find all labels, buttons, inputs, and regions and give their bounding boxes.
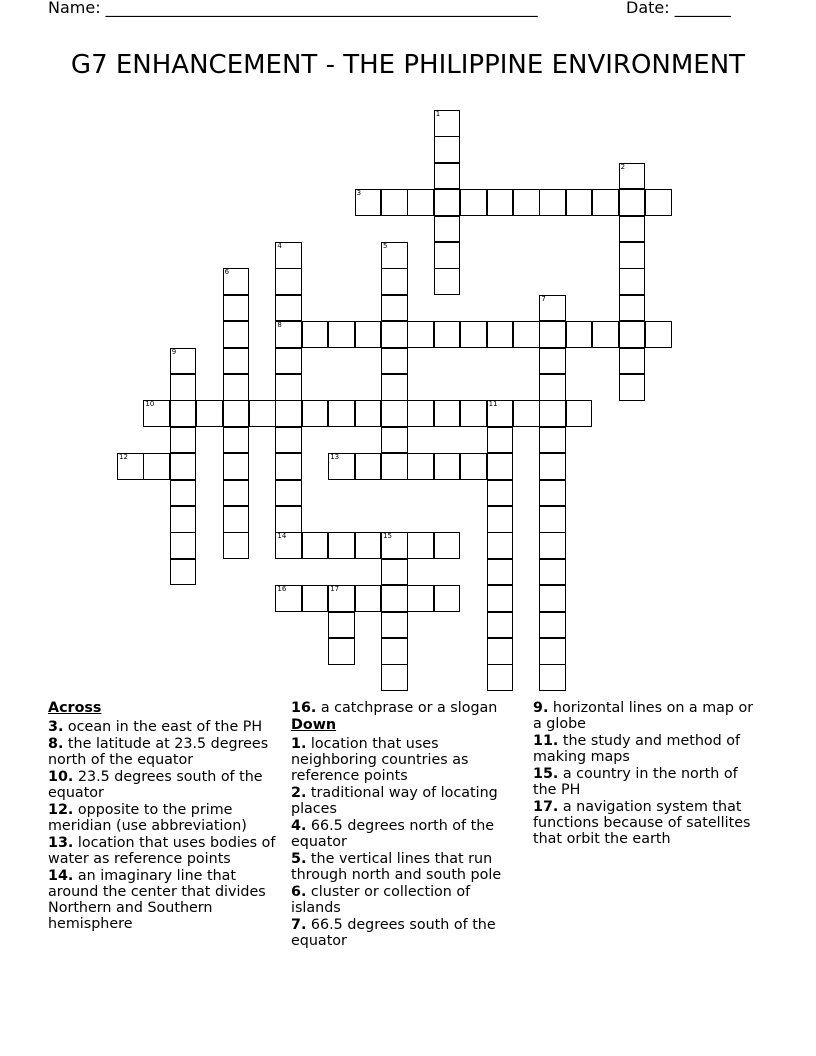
- crossword-cell[interactable]: [381, 400, 408, 427]
- crossword-cell[interactable]: [539, 664, 566, 691]
- crossword-cell[interactable]: [487, 638, 514, 665]
- clue-item-number: 3.: [48, 719, 64, 735]
- clue-item-number: 12.: [48, 802, 74, 818]
- clue-item-number: 10.: [48, 769, 74, 785]
- clue-column-2: [291, 700, 523, 950]
- clue-number: 9: [171, 347, 177, 356]
- crossword-cell[interactable]: [328, 532, 355, 559]
- clue-item-number: 8.: [48, 736, 64, 752]
- crossword-cell[interactable]: [381, 268, 408, 295]
- crossword-cell[interactable]: [539, 295, 566, 322]
- clue-number: 11: [488, 400, 498, 409]
- clue-item-text: 23.5 degrees south of the equator: [48, 769, 263, 801]
- crossword-cell[interactable]: [170, 506, 197, 533]
- crossword-cell[interactable]: [170, 532, 197, 559]
- crossword-cell[interactable]: [539, 400, 566, 427]
- crossword-cell[interactable]: [328, 612, 355, 639]
- clue-column-3: [533, 700, 765, 848]
- clue-item-number: 15.: [533, 766, 559, 782]
- crossword-cell[interactable]: [619, 374, 646, 401]
- crossword-cell[interactable]: [566, 321, 593, 348]
- crossword-cell[interactable]: [355, 189, 382, 216]
- crossword-cell[interactable]: [645, 321, 672, 348]
- crossword-cell[interactable]: [381, 427, 408, 454]
- crossword-cell[interactable]: [434, 268, 461, 295]
- crossword-cell[interactable]: [539, 348, 566, 375]
- clue-item-text: cluster or collection of islands: [291, 884, 471, 916]
- crossword-cell[interactable]: [513, 400, 540, 427]
- crossword-cell[interactable]: [355, 453, 382, 480]
- crossword-cell[interactable]: [434, 453, 461, 480]
- crossword-cell[interactable]: [381, 664, 408, 691]
- crossword-cell[interactable]: [539, 612, 566, 639]
- name-field[interactable]: Name: ______________________________________________________: [48, 0, 538, 17]
- clue-number: 4: [277, 242, 282, 250]
- crossword-cell[interactable]: [170, 427, 197, 454]
- crossword-cell[interactable]: [539, 559, 566, 586]
- crossword-cell[interactable]: [407, 532, 434, 559]
- mixed-clue-list: [533, 700, 765, 847]
- crossword-cell[interactable]: [434, 242, 461, 269]
- crossword-cell[interactable]: [487, 585, 514, 612]
- clue-item-text: location that uses bodies of water as reference points: [48, 835, 276, 867]
- clue-item-text: the vertical lines that run through north and south pole: [291, 851, 502, 883]
- clue-item-number: 4.: [291, 818, 307, 834]
- crossword-cell[interactable]: [170, 559, 197, 586]
- crossword-cell[interactable]: [275, 532, 302, 559]
- crossword-cell[interactable]: [223, 427, 250, 454]
- clue-item: [48, 802, 280, 834]
- clue-number: 13: [330, 453, 340, 462]
- crossword-cell[interactable]: [539, 480, 566, 507]
- crossword-cell[interactable]: [170, 480, 197, 507]
- crossword-cell[interactable]: [223, 532, 250, 559]
- clue-item: [533, 766, 765, 798]
- crossword-cell[interactable]: [275, 374, 302, 401]
- crossword-cell[interactable]: [619, 321, 646, 348]
- across-clue-list: [48, 719, 280, 932]
- clue-item: [291, 851, 523, 883]
- crossword-cell[interactable]: [592, 321, 619, 348]
- crossword-cell[interactable]: [275, 427, 302, 454]
- crossword-cell[interactable]: [566, 400, 593, 427]
- crossword-cell[interactable]: [539, 506, 566, 533]
- crossword-cell[interactable]: [275, 453, 302, 480]
- clue-number: 16: [277, 585, 287, 594]
- clue-item-number: 2.: [291, 785, 307, 801]
- crossword-cell[interactable]: [619, 189, 646, 216]
- crossword-cell[interactable]: [407, 453, 434, 480]
- across-clue-list-continued: [291, 700, 523, 716]
- crossword-cell[interactable]: [381, 453, 408, 480]
- down-clue-list: [291, 736, 523, 949]
- crossword-cell[interactable]: [381, 638, 408, 665]
- crossword-cell[interactable]: [223, 453, 250, 480]
- crossword-cell[interactable]: [117, 453, 144, 480]
- crossword-cell[interactable]: [355, 400, 382, 427]
- clue-item: [48, 719, 280, 735]
- crossword-cell[interactable]: [460, 453, 487, 480]
- clue-item-text: the latitude at 23.5 degrees north of the equator: [48, 736, 269, 768]
- clue-item-number: 11.: [533, 733, 559, 749]
- crossword-cell[interactable]: [487, 189, 514, 216]
- crossword-cell[interactable]: [539, 532, 566, 559]
- crossword-cell[interactable]: [487, 453, 514, 480]
- clue-item-number: 1.: [291, 736, 307, 752]
- clue-item: [533, 700, 765, 732]
- clue-number: 15: [383, 532, 392, 541]
- crossword-cell[interactable]: [223, 268, 250, 295]
- clue-item: [533, 799, 765, 847]
- clue-item-text: 66.5 degrees north of the equator: [291, 818, 495, 850]
- clue-item: [291, 818, 523, 850]
- crossword-cell[interactable]: [539, 189, 566, 216]
- clue-number: 3: [356, 189, 362, 198]
- crossword-cell[interactable]: [170, 374, 197, 401]
- crossword-cell[interactable]: [487, 532, 514, 559]
- crossword-cell[interactable]: [275, 348, 302, 375]
- clue-item-text: location that uses neighboring countries as reference points: [291, 736, 469, 784]
- clue-item: [48, 868, 280, 932]
- crossword-cell[interactable]: [487, 480, 514, 507]
- crossword-cell[interactable]: [275, 321, 302, 348]
- crossword-cell[interactable]: [302, 321, 329, 348]
- crossword-cell[interactable]: [328, 638, 355, 665]
- clue-item-text: the study and method of making maps: [533, 733, 741, 765]
- crossword-cell[interactable]: [381, 295, 408, 322]
- crossword-cell[interactable]: [539, 374, 566, 401]
- crossword-cell[interactable]: [619, 216, 646, 243]
- crossword-cell[interactable]: [328, 400, 355, 427]
- crossword-cell[interactable]: [487, 612, 514, 639]
- crossword-cell[interactable]: [381, 559, 408, 586]
- crossword-cell[interactable]: [407, 400, 434, 427]
- clue-number: 7: [541, 294, 546, 303]
- crossword-cell[interactable]: [619, 163, 646, 190]
- clue-item: [48, 835, 280, 867]
- crossword-cell[interactable]: [328, 585, 355, 612]
- crossword-cell[interactable]: [381, 612, 408, 639]
- crossword-cell[interactable]: [619, 242, 646, 269]
- crossword-cell[interactable]: [143, 453, 170, 480]
- clue-item-text: ocean in the east of the PH: [63, 719, 263, 735]
- crossword-cell[interactable]: [619, 295, 646, 322]
- clue-number: 1: [435, 110, 441, 118]
- crossword-cell[interactable]: [434, 163, 461, 190]
- clue-item-text: horizontal lines on a map or a globe: [533, 700, 754, 732]
- crossword-cell[interactable]: [170, 348, 197, 375]
- crossword-cell[interactable]: [328, 453, 355, 480]
- crossword-cell[interactable]: [434, 110, 461, 137]
- clue-number: 6: [224, 268, 230, 277]
- crossword-cell[interactable]: [355, 585, 382, 612]
- clue-item: [48, 736, 280, 768]
- clue-item: [533, 733, 765, 765]
- crossword-cell[interactable]: [434, 216, 461, 243]
- clue-item: [291, 736, 523, 784]
- clue-item: [291, 884, 523, 916]
- crossword-cell[interactable]: [275, 400, 302, 427]
- crossword-cell[interactable]: [434, 400, 461, 427]
- crossword-cell[interactable]: [407, 189, 434, 216]
- clue-item-number: 7.: [291, 917, 307, 933]
- crossword-cell[interactable]: [592, 189, 619, 216]
- crossword-cell[interactable]: [619, 348, 646, 375]
- crossword-cell[interactable]: [407, 321, 434, 348]
- clue-item-text: traditional way of locating places: [291, 785, 498, 817]
- crossword-cell[interactable]: [275, 506, 302, 533]
- crossword-cell[interactable]: [381, 374, 408, 401]
- crossword-cell[interactable]: [381, 189, 408, 216]
- crossword-cell[interactable]: [487, 427, 514, 454]
- crossword-cell[interactable]: [434, 189, 461, 216]
- crossword-cell[interactable]: [302, 585, 329, 612]
- crossword-cell[interactable]: [434, 585, 461, 612]
- clue-item-number: 13.: [48, 835, 74, 851]
- crossword-cell[interactable]: [434, 136, 461, 163]
- clue-item: [48, 769, 280, 801]
- crossword-cell[interactable]: [539, 585, 566, 612]
- crossword-cell[interactable]: [487, 400, 514, 427]
- clue-item-number: 14.: [48, 868, 74, 884]
- crossword-cell[interactable]: [249, 400, 276, 427]
- crossword-cell[interactable]: [460, 400, 487, 427]
- crossword-cell[interactable]: [223, 506, 250, 533]
- clue-item-number: 5.: [291, 851, 307, 867]
- crossword-cell[interactable]: [143, 400, 170, 427]
- clue-item-number: 9.: [533, 700, 549, 716]
- clue-item-number: 6.: [291, 884, 307, 900]
- crossword-cell[interactable]: [275, 480, 302, 507]
- crossword-cell[interactable]: [275, 268, 302, 295]
- crossword-cell[interactable]: [619, 268, 646, 295]
- page-title: G7 ENHANCEMENT - THE PHILIPPINE ENVIRONMENT: [70, 50, 746, 80]
- clue-number: 10: [145, 400, 155, 409]
- crossword-cell[interactable]: [275, 585, 302, 612]
- crossword-cell[interactable]: [487, 506, 514, 533]
- crossword-cell[interactable]: [223, 348, 250, 375]
- crossword-cell[interactable]: [275, 295, 302, 322]
- clue-item-text: a catchprase or a slogan: [316, 700, 498, 716]
- clue-item-number: 16.: [291, 700, 317, 716]
- crossword-cell[interactable]: [170, 400, 197, 427]
- clue-item: [291, 917, 523, 949]
- crossword-cell[interactable]: [381, 348, 408, 375]
- crossword-cell[interactable]: [460, 189, 487, 216]
- clue-number: 14: [277, 532, 287, 541]
- crossword-cell[interactable]: [381, 585, 408, 612]
- crossword-cell[interactable]: [223, 295, 250, 322]
- clue-number: 2: [620, 162, 626, 171]
- crossword-cell[interactable]: [223, 374, 250, 401]
- clue-item-text: a country in the north of the PH: [533, 766, 738, 798]
- crossword-cell[interactable]: [381, 321, 408, 348]
- crossword-cell[interactable]: [275, 242, 302, 269]
- crossword-cell[interactable]: [355, 321, 382, 348]
- crossword-cell[interactable]: [539, 638, 566, 665]
- crossword-cell[interactable]: [381, 242, 408, 269]
- crossword-cell[interactable]: [645, 189, 672, 216]
- crossword-cell[interactable]: [487, 559, 514, 586]
- clue-item-text: an imaginary line that around the center that divides Northern and Southern hemisphere: [48, 868, 266, 932]
- clue-number: 12: [119, 453, 128, 462]
- crossword-cell[interactable]: [434, 532, 461, 559]
- crossword-cell[interactable]: [302, 532, 329, 559]
- crossword-cell[interactable]: [460, 321, 487, 348]
- crossword-cell[interactable]: [487, 664, 514, 691]
- crossword-cell[interactable]: [539, 321, 566, 348]
- down-heading: Down: [291, 717, 337, 733]
- date-field[interactable]: Date: _______: [626, 0, 731, 17]
- clue-column-1: [48, 700, 280, 933]
- crossword-cell[interactable]: [513, 189, 540, 216]
- clue-item-text: a navigation system that functions because of satellites that orbit the earth: [533, 799, 751, 847]
- clue-item-text: opposite to the prime meridian (use abbreviation): [48, 802, 247, 834]
- crossword-cell[interactable]: [328, 321, 355, 348]
- clue-item: [291, 700, 523, 716]
- clue-item-number: 17.: [533, 799, 559, 815]
- crossword-cell[interactable]: [302, 400, 329, 427]
- clue-item: [291, 785, 523, 817]
- crossword-cell[interactable]: [196, 400, 223, 427]
- crossword-cell[interactable]: [487, 321, 514, 348]
- crossword-cell[interactable]: [355, 532, 382, 559]
- crossword-cell[interactable]: [539, 427, 566, 454]
- clue-number: 17: [330, 585, 340, 594]
- crossword-cell[interactable]: [434, 321, 461, 348]
- clue-number: 5: [383, 242, 388, 250]
- crossword-cell[interactable]: [513, 321, 540, 348]
- crossword-cell[interactable]: [566, 189, 593, 216]
- crossword-cell[interactable]: [223, 400, 250, 427]
- crossword-cell[interactable]: [407, 585, 434, 612]
- crossword-cell[interactable]: [539, 453, 566, 480]
- crossword-cell[interactable]: [381, 532, 408, 559]
- crossword-cell[interactable]: [223, 321, 250, 348]
- across-heading: Across: [48, 700, 102, 716]
- crossword-cell[interactable]: [170, 453, 197, 480]
- clue-number: 8: [277, 321, 282, 330]
- crossword-cell[interactable]: [223, 480, 250, 507]
- clue-item-text: 66.5 degrees south of the equator: [291, 917, 496, 949]
